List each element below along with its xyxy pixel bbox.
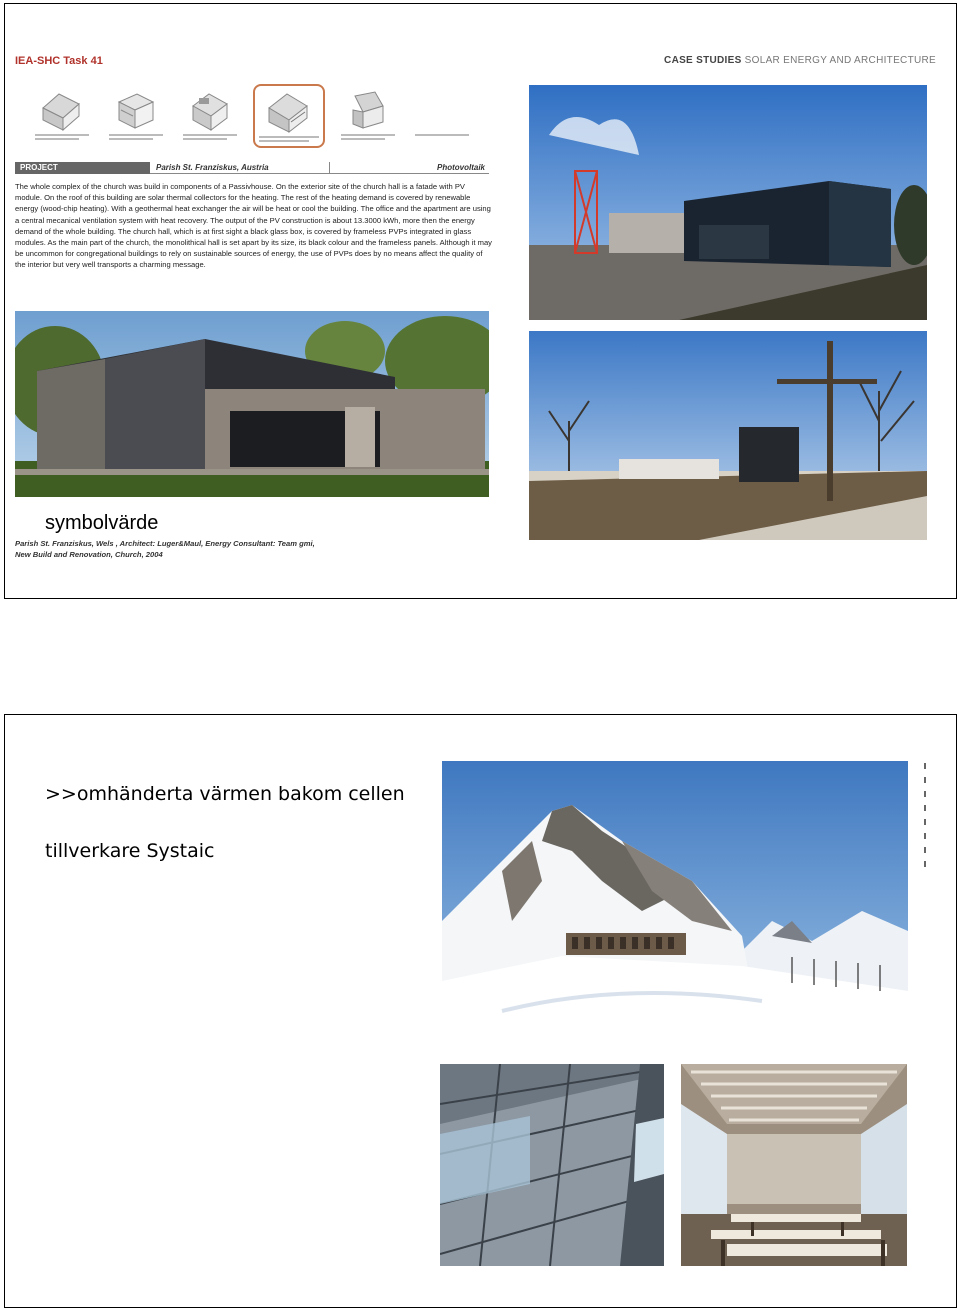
project-type: Photovoltaik bbox=[329, 162, 489, 174]
case-studies-bold: CASE STUDIES bbox=[664, 55, 742, 66]
restaurant-interior-photo bbox=[681, 1064, 907, 1266]
case-studies-header bbox=[664, 55, 936, 66]
concept-icon-2 bbox=[105, 84, 167, 148]
integration-concept-icons bbox=[31, 84, 481, 148]
project-credit bbox=[15, 538, 315, 560]
project-name: Parish St. Franziskus, Austria bbox=[150, 162, 329, 174]
project-label: PROJECT bbox=[15, 162, 150, 174]
symbol-value-label: symbolvärde bbox=[45, 512, 159, 534]
slide-case-study bbox=[4, 3, 957, 599]
page-edge-marks bbox=[924, 763, 928, 883]
concept-icon-1 bbox=[31, 84, 93, 148]
mountain-building-photo bbox=[442, 761, 908, 1051]
heat-recovery-text: >>omhänderta värmen bakom cellen bbox=[45, 783, 405, 805]
concept-icon-4-selected bbox=[253, 84, 325, 148]
project-description: The whole complex of the church was build in components of a Passivhouse. On the exterior site of the church hall is a fatade with PV module. On the roof of this building are solar thermal collectors for the heating. The rest of the heating demand is covered by renewable energy (wood-chip heating). With a geothermal heat exchanger the air will be heat or cool the building. The office and the apartment are using a central mecanical ventilation system with heat recovery. The output of the PV construction is about 13.3000 kWh, more then the energy demand of the whole building. The church hall, which is at first sight a black glass box, is covered by frameless PVPs integrated in glass modules. As the main part of the church, the monolithical hall is set apart by its size, its black colour and the frameless panels. Although it may be uncommon for congregational buildings to rely on sustainable sources of energy, the use of PVPs does by no means affect the quality of the interior but very well transports a charming message. bbox=[15, 182, 492, 270]
credit-line-2: New Build and Renovation, Church, 2004 bbox=[15, 550, 163, 559]
case-studies-light: SOLAR ENERGY AND ARCHITECTURE bbox=[744, 55, 936, 66]
manufacturer-text: tillverkare Systaic bbox=[45, 840, 215, 862]
concept-icon-5 bbox=[337, 84, 399, 148]
task-title: IEA-SHC Task 41 bbox=[15, 55, 103, 67]
pv-facade-photo bbox=[440, 1064, 664, 1266]
concept-icon-3 bbox=[179, 84, 241, 148]
church-cross-photo bbox=[529, 331, 927, 540]
church-side-photo bbox=[529, 85, 927, 320]
project-bar bbox=[15, 162, 489, 174]
concept-icon-6 bbox=[411, 84, 473, 148]
credit-line-1: Parish St. Franziskus, Wels , Architect: Luger&Maul, Energy Consultant: Team gmi, bbox=[15, 539, 315, 548]
slide-systaic bbox=[4, 714, 957, 1308]
church-front-photo bbox=[15, 311, 489, 497]
